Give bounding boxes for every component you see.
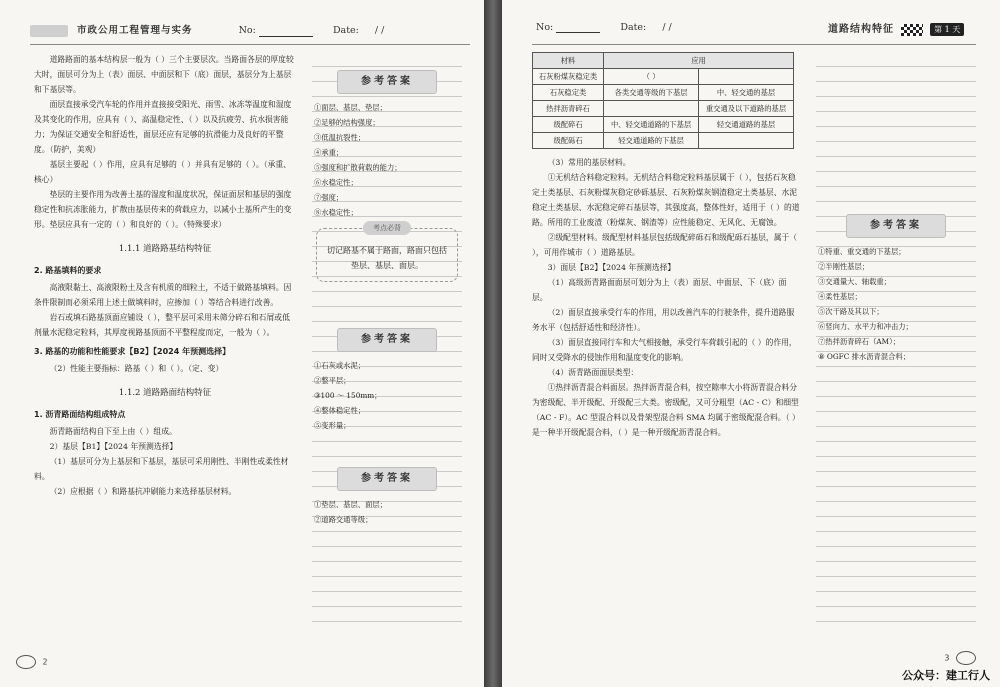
- answer-box-title: 参考答案: [337, 467, 437, 491]
- answer-item: ⑤强度和扩散荷载的能力；: [314, 163, 402, 172]
- no-label: No:: [536, 22, 554, 33]
- answer-item: ②半刚性基层；: [818, 262, 870, 271]
- section-heading: 1.1.1 道路路基结构特征: [118, 244, 212, 254]
- table-row: [533, 133, 794, 149]
- paragraph: 面层直接承受汽车轮的作用并直接接受阳光、雨雪、冰冻等温度和湿度及其变化的作用，应具有（ ）、高温稳定性、（ ）以及抗疲劳、抗水损害能力；为保证交通安全和舒适性，面层还应有足够的抗滑能力及良好的平整度。（防护，美观）: [34, 100, 292, 154]
- answer-item: ④承重；: [314, 148, 344, 157]
- paragraph: （2）应根据（ ）和路基抗冲刷能力来选择基层材料。: [49, 487, 237, 496]
- date-sep: / /: [374, 25, 385, 36]
- table-row: [533, 69, 794, 85]
- answer-box: [312, 70, 462, 220]
- answer-item: ⑦热拌沥青碎石（AM）；: [818, 337, 901, 346]
- table-cell: 重交通及以下道路的基层: [699, 101, 794, 117]
- answer-item: ⑥水稳定性；: [314, 178, 358, 187]
- answer-item: ⑧ OGFC 排水沥青混合料；: [818, 352, 911, 361]
- header-rule: [532, 44, 976, 45]
- date-label: Date:: [332, 25, 359, 36]
- paragraph: 高液限黏土、高液限粉土及含有机质的细粒土，不适于做路基填料。因条件限制而必须采用上述土做填料时，应掺加（ ）等结合料进行改善。: [34, 283, 292, 307]
- answer-item: ⑥竖向力、水平力和冲击力；: [818, 322, 913, 331]
- page-number: 2: [42, 657, 48, 667]
- paragraph: （2）面层直接承受行车的作用，用以改善汽车的行驶条件，提升道路服务水平（包括舒适性和经济性）。: [532, 308, 795, 332]
- paragraph: 基层主要起（ ）作用，应具有足够的（ ）并具有足够的（ ）。（承重、核心）: [34, 160, 291, 184]
- paragraph: 沥青路面结构自下至上由（ ）组成。: [49, 427, 177, 436]
- materials-table: [532, 52, 794, 149]
- mouse-icon: [16, 655, 36, 669]
- chapter-title: 道路结构特征: [828, 24, 894, 35]
- date-sep: / /: [662, 22, 672, 33]
- left-page: [0, 0, 484, 687]
- paragraph: （3）面层直接同行车和大气相接触，承受行车荷载引起的（ ）的作用，同时又受降水的侵蚀作用和温度变化的影响。: [532, 338, 797, 362]
- answer-item: ①石灰或水泥；: [314, 361, 366, 370]
- book-gutter: [484, 0, 502, 687]
- right-page: [502, 0, 1000, 687]
- answer-item: ⑤次干路及其以下；: [818, 307, 884, 316]
- table-row: [533, 117, 794, 133]
- answer-item: ④柔性基层；: [818, 292, 862, 301]
- table-header: 材料: [533, 53, 604, 69]
- answer-item: ①特重、重交通的下基层；: [818, 247, 906, 256]
- table-cell: 级配砾石: [533, 133, 604, 149]
- answer-item: ①面层、基层、垫层；: [314, 103, 387, 112]
- paragraph: 2）基层【B1】【2024 年预测选择】: [49, 442, 178, 451]
- answer-item: ③100 ～ 150mm；: [314, 391, 382, 400]
- book-title: 市政公用工程管理与实务: [77, 25, 193, 36]
- paragraph: （2）性能主要指标：路基（ ）和（ ）。（定、变）: [49, 364, 224, 373]
- left-header: [30, 22, 384, 37]
- note-text: 切记路基不属于路面，路面只包括垫层、基层、面层。: [327, 246, 447, 270]
- table-cell: 轻交通道路的下基层: [604, 133, 699, 149]
- right-header-left: [536, 22, 672, 33]
- no-blank: [259, 27, 313, 37]
- publisher-logo-icon: [30, 25, 68, 37]
- table-cell: 中、轻交通道路的下基层: [604, 117, 699, 133]
- answer-item: ③交通量大、轴载重；: [818, 277, 891, 286]
- table-cell: 石灰粉煤灰稳定类: [533, 69, 604, 85]
- header-rule: [30, 44, 470, 45]
- table-cell: 石灰稳定类: [533, 85, 604, 101]
- answer-box-title: 参考答案: [846, 214, 946, 238]
- paragraph: 道路路面的基本结构层一般为（ ）三个主要层次。当路面各层的厚度较大时，面层可分为上（表）面层、中面层和下（底）面层，基层分为上基层和下基层等。: [34, 55, 294, 94]
- table-cell: [604, 101, 699, 117]
- paragraph: 3）面层【B2】【2024 年预测选择】: [547, 263, 676, 272]
- paragraph: （1）基层可分为上基层和下基层，基层可采用刚性、半刚性或柔性材料。: [34, 457, 289, 481]
- table-cell: （ ）: [604, 69, 699, 85]
- left-footer: [16, 655, 48, 669]
- left-main-text: [34, 52, 296, 499]
- sub-heading: 2. 路基填料的要求: [34, 266, 102, 275]
- answer-box: [312, 467, 462, 527]
- paragraph: （1）高级沥青路面面层可划分为上（表）面层、中面层、下（底）面层。: [532, 278, 787, 302]
- table-cell: 各类交通等级的下基层: [604, 85, 699, 101]
- no-blank: [556, 23, 600, 33]
- note-tag: 考点必背: [363, 221, 411, 235]
- watermark: 公众号：建工行人: [902, 669, 990, 682]
- table-cell: [699, 69, 794, 85]
- paragraph: ②级配型材料。级配型材料基层包括级配碎砾石和级配砾石基层，属于（ ），可用作城市（ ）道路基层。: [532, 233, 798, 257]
- answer-item: ②足够的结构强度；: [314, 118, 380, 127]
- no-label: No:: [238, 25, 256, 36]
- key-point-note: [316, 224, 458, 282]
- paragraph: 岩石或填石路基顶面应铺设（ ），整平层可采用未筛分碎石和石屑或低剂量水泥稳定粒料，其厚度视路基顶面不平整程度而定，一般为（ ）。: [34, 313, 290, 337]
- table-row: [533, 85, 794, 101]
- right-footer: [944, 651, 980, 665]
- paragraph: 垫层的主要作用为改善土基的湿度和温度状况，保证面层和基层的强度稳定性和抗冻胀能力，扩散由基层传来的荷载应力，以减小土基所产生的变形。垫层应具有一定的（ ）和良好的（ ）。（特殊要求）: [34, 190, 292, 229]
- checker-icon: [901, 24, 923, 36]
- table-header: 应用: [604, 53, 794, 69]
- answer-box: [816, 214, 976, 364]
- paragraph: （3）常用的基层材料。: [547, 158, 631, 167]
- date-label: Date:: [620, 22, 647, 33]
- table-cell: 中、轻交通的基层: [699, 85, 794, 101]
- table-cell: [699, 133, 794, 149]
- table-cell: 级配碎石: [533, 117, 604, 133]
- answer-item: ②道路交通等级；: [314, 515, 373, 524]
- table-row: [533, 101, 794, 117]
- answer-item: ⑤变形量；: [314, 421, 351, 430]
- answer-box: [312, 328, 462, 433]
- answer-item: ③低温抗裂性；: [314, 133, 366, 142]
- table-cell: 轻交通道路的基层: [699, 117, 794, 133]
- paragraph: ①无机结合料稳定粒料。无机结合料稳定粒料基层属于（ ），包括石灰稳定土类基层、石灰粉煤灰稳定砂砾基层、石灰粉煤灰钢渣稳定土类基层、水泥稳定土类基层、水泥稳定碎石基层等，其强度高，整体性好，适用于（ ）的道路。所用的工业废渣（粉煤灰、钢渣等）应性能稳定、无风化、无腐蚀。: [532, 173, 800, 227]
- page-number: 3: [944, 653, 950, 663]
- paragraph: （4）沥青路面面层类型：: [547, 368, 639, 377]
- sub-heading: 1. 沥青路面结构组成特点: [34, 410, 126, 419]
- answer-item: ①垫层、基层、面层；: [314, 500, 387, 509]
- right-header-right: [828, 20, 964, 36]
- answer-item: ⑧水稳定性；: [314, 208, 358, 217]
- sub-heading: 3. 路基的功能和性能要求【B2】【2024 年预测选择】: [34, 347, 231, 356]
- answer-item: ②整平层；: [314, 376, 351, 385]
- answer-box-title: 参考答案: [337, 328, 437, 352]
- day-tag: 第 1 天: [930, 23, 964, 36]
- answer-item: ⑦强度；: [314, 193, 344, 202]
- paragraph: ①热拌沥青混合料面层。热拌沥青混合料，按空隙率大小将沥青混合料分为密级配、半开级配、开级配三大类。密级配，又可分粗型（AC - C）和细型（AC - F）。AC 型混合料以及骨架型混合料 SMA 均属于密级配混合料。（ ）是一种半开级配混合料，（ ）是一种开级配沥青混合料。: [532, 383, 800, 437]
- section-heading: 1.1.2 道路路面结构特征: [118, 388, 212, 398]
- right-main-text: [532, 52, 800, 440]
- right-answer-column: [816, 52, 976, 632]
- answer-item: ④整体稳定性；: [314, 406, 366, 415]
- table-cell: 热拌沥青碎石: [533, 101, 604, 117]
- mouse-icon: [956, 651, 976, 665]
- left-answer-column: [312, 52, 462, 632]
- answer-box-title: 参考答案: [337, 70, 437, 94]
